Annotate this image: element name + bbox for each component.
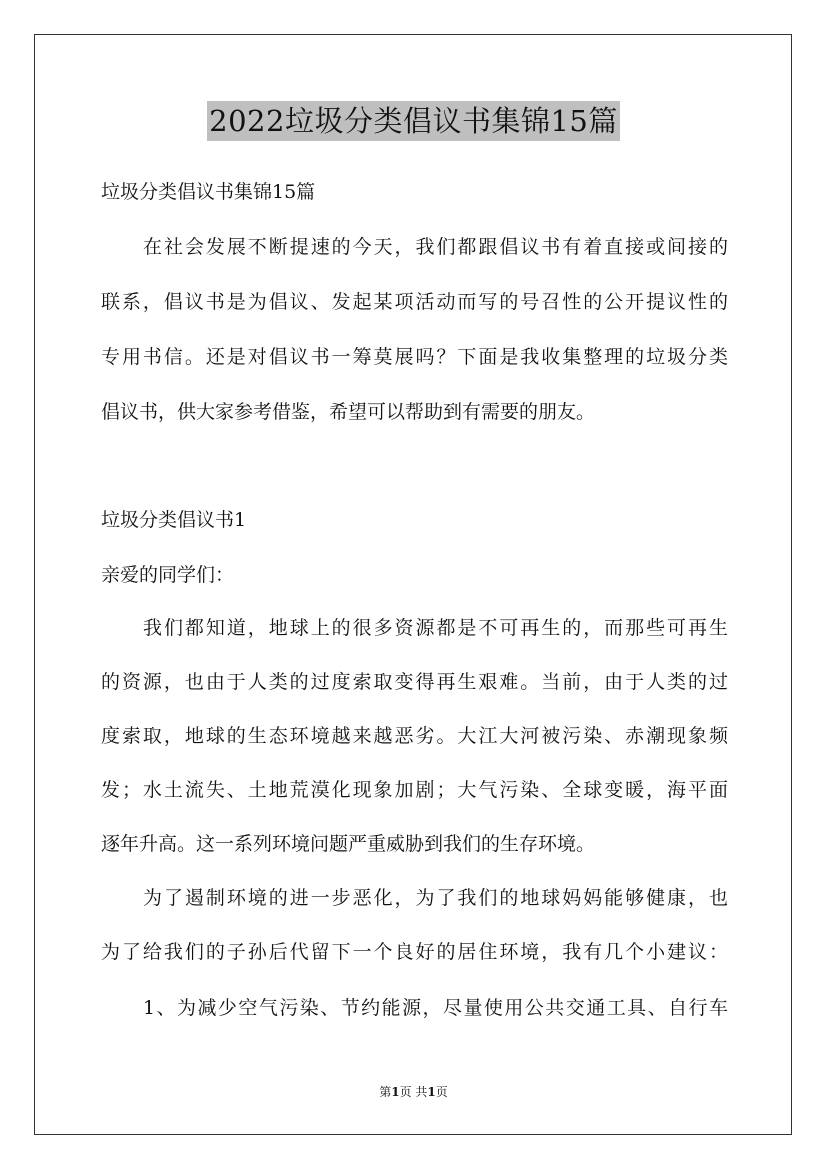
- intro-paragraph-line: 联系，倡议书是为倡议、发起某项活动而写的号召性的公开提议性的: [101, 291, 728, 313]
- footer-total-pages: 1: [427, 1085, 436, 1099]
- footer-prefix: 第: [379, 1085, 392, 1099]
- footer-suffix: 页: [435, 1085, 448, 1099]
- body-paragraph-line: 1、为减少空气污染、节约能源，尽量使用公共交通工具、自行车: [143, 997, 728, 1019]
- section-heading: 垃圾分类倡议书1: [101, 509, 247, 531]
- body-paragraph-line: 的资源，也由于人类的过度索取变得再生艰难。当前，由于人类的过: [101, 671, 728, 693]
- document-title: 2022垃圾分类倡议书集锦15篇: [207, 101, 620, 141]
- body-paragraph-line: 为了遏制环境的进一步恶化，为了我们的地球妈妈能够健康，也: [143, 887, 728, 909]
- intro-paragraph-line: 倡议书，供大家参考借鉴，希望可以帮助到有需要的朋友。: [101, 401, 596, 423]
- salutation: 亲爱的同学们：: [101, 564, 235, 586]
- subtitle-line: 垃圾分类倡议书集锦15篇: [101, 181, 316, 203]
- body-paragraph-line: 为了给我们的子孙后代留下一个良好的居住环境，我有几个小建议：: [101, 941, 728, 963]
- footer-page-number: 1: [391, 1085, 400, 1099]
- footer-middle: 页 共: [399, 1085, 428, 1099]
- body-paragraph-line: 逐年升高。这一系列环境问题严重威胁到我们的生存环境。: [101, 833, 596, 855]
- body-paragraph-line: 我们都知道，地球上的很多资源都是不可再生的，而那些可再生: [143, 617, 728, 639]
- intro-paragraph-line: 专用书信。还是对倡议书一筹莫展吗？下面是我收集整理的垃圾分类: [101, 346, 728, 368]
- body-paragraph-line: 发；水土流失、土地荒漠化现象加剧；大气污染、全球变暖，海平面: [101, 779, 728, 801]
- title-wrapper: [0, 101, 827, 141]
- page-footer: [0, 1084, 827, 1100]
- body-paragraph-line: 度索取，地球的生态环境越来越恶劣。大江大河被污染、赤潮现象频: [101, 725, 728, 747]
- intro-paragraph-line: 在社会发展不断提速的今天，我们都跟倡议书有着直接或间接的: [143, 236, 728, 258]
